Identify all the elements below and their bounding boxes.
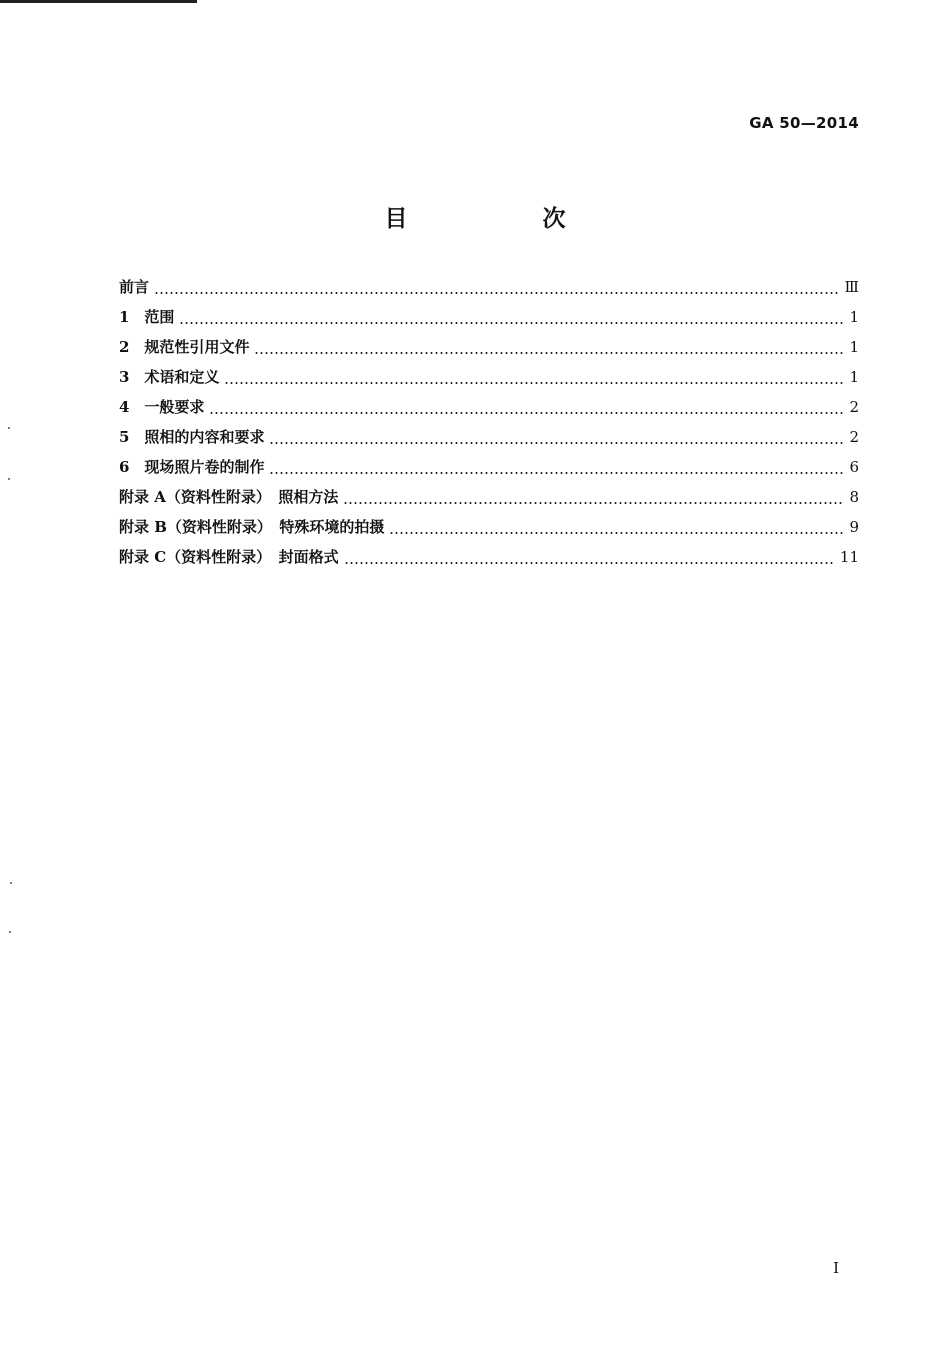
toc-entry-photo-volume[interactable] xyxy=(119,456,859,486)
toc-entry-page: 2 xyxy=(849,428,859,446)
scan-speck xyxy=(10,882,12,884)
toc-entry-page: 8 xyxy=(849,488,859,506)
toc-leader-dots xyxy=(269,442,844,444)
toc-entry-page: Ⅲ xyxy=(844,278,859,296)
toc-entry-normative-references[interactable] xyxy=(119,336,859,366)
toc-entry-appendix-c[interactable] xyxy=(119,546,859,576)
toc-entry-page: 9 xyxy=(849,518,859,536)
toc-entry-foreword[interactable] xyxy=(119,276,859,306)
toc-entry-label: 附录 C（资料性附录） 封面格式 xyxy=(119,548,339,566)
toc-entry-page: 1 xyxy=(849,308,859,326)
toc-leader-dots xyxy=(344,562,835,564)
scan-speck xyxy=(9,931,11,933)
toc-entry-label: 3 术语和定义 xyxy=(119,368,220,386)
toc-entry-label: 1 范围 xyxy=(119,308,175,326)
toc-leader-dots xyxy=(269,472,844,474)
toc-entry-page: 1 xyxy=(849,368,859,386)
toc-leader-dots xyxy=(389,532,844,534)
toc-leader-dots xyxy=(224,382,844,384)
toc-entry-page: 2 xyxy=(849,398,859,416)
toc-entry-label: 前言 xyxy=(119,278,150,296)
toc-entry-appendix-b[interactable] xyxy=(119,516,859,546)
toc-entry-general-requirements[interactable] xyxy=(119,396,859,426)
toc-entry-label: 5 照相的内容和要求 xyxy=(119,428,265,446)
scan-speck xyxy=(8,478,10,480)
document-id: GA 50—2014 xyxy=(749,114,859,132)
toc-entry-label: 附录 A（资料性附录） 照相方法 xyxy=(119,488,339,506)
scan-edge-bar xyxy=(0,0,197,3)
toc-leader-dots xyxy=(179,322,844,324)
toc-title: 目 次 xyxy=(384,206,622,232)
table-of-contents xyxy=(119,276,859,576)
toc-entry-label: 附录 B（资料性附录） 特殊环境的拍摄 xyxy=(119,518,385,536)
toc-entry-terms-definitions[interactable] xyxy=(119,366,859,396)
toc-entry-label: 4 一般要求 xyxy=(119,398,205,416)
toc-entry-appendix-a[interactable] xyxy=(119,486,859,516)
toc-entry-label: 6 现场照片卷的制作 xyxy=(119,458,265,476)
toc-entry-page: 11 xyxy=(839,548,859,566)
toc-entry-page: 6 xyxy=(849,458,859,476)
toc-leader-dots xyxy=(343,502,844,504)
page-number: I xyxy=(833,1259,839,1277)
toc-entry-scope[interactable] xyxy=(119,306,859,336)
toc-leader-dots xyxy=(209,412,844,414)
toc-entry-label: 2 规范性引用文件 xyxy=(119,338,250,356)
toc-entry-page: 1 xyxy=(849,338,859,356)
toc-entry-photography-content[interactable] xyxy=(119,426,859,456)
scan-speck xyxy=(8,427,10,429)
toc-leader-dots xyxy=(154,292,840,294)
toc-leader-dots xyxy=(254,352,844,354)
